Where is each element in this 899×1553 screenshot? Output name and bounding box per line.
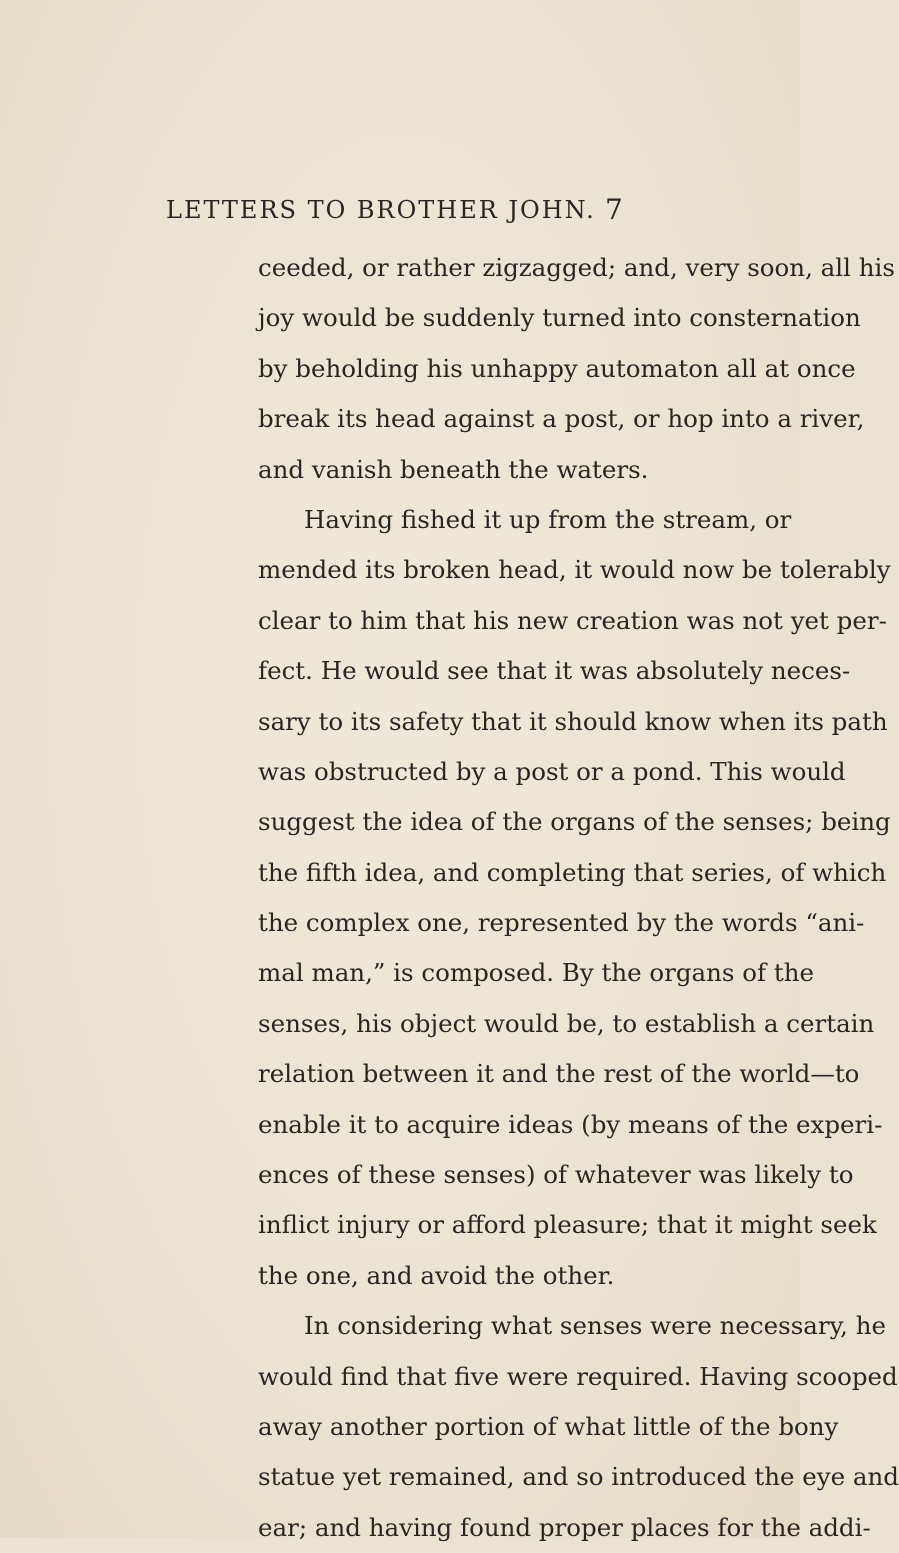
text-line: fect. He would see that it was absolutely neces- [258,656,851,686]
text-line: ear; and having found proper places for the addi- [258,1512,871,1542]
text-line: by beholding his unhappy automaton all at once [258,353,856,383]
paragraph-start-line: Having fished it up from the stream, or [304,504,792,534]
text-line: sary to its safety that it should know when its path [258,706,888,736]
text-line: statue yet remained, and so introduced the eye and [258,1462,899,1492]
text-line: clear to him that his new creation was not yet per- [258,605,887,635]
running-title: LETTERS TO BROTHER JOHN. [166,196,596,224]
text-line: would find that five were required. Having scooped [258,1361,898,1391]
text-line: enable it to acquire ideas (by means of the experi- [258,1109,883,1139]
text-line: suggest the idea of the organs of the senses; being [258,807,891,837]
text-line: relation between it and the rest of the world—to [258,1059,860,1089]
body-text [258,243,899,1553]
text-line: ences of these senses) of whatever was likely to [258,1160,854,1190]
text-line: senses, his object would be, to establish a certain [258,1008,875,1038]
running-head [0,190,800,230]
text-line: inflict injury or afford pleasure; that it might seek [258,1210,877,1240]
text-line: and vanish beneath the waters. [258,454,649,484]
text-line: away another portion of what little of the bony [258,1411,839,1441]
text-line: mal man,” is composed. By the organs of the [258,958,815,988]
page-number: 7 [605,193,623,226]
text-line: was obstructed by a post or a pond. This would [258,756,846,786]
text-line: the fifth idea, and completing that series, of which [258,857,887,887]
text-line: the complex one, represented by the words “ani- [258,908,865,938]
text-line: mended its broken head, it would now be tolerably [258,555,891,585]
paragraph-start-line: In considering what senses were necessary, he [304,1311,887,1341]
text-line: ceeded, or rather zigzagged; and, very soon, all his [258,253,895,282]
text-line: joy would be suddenly turned into consternation [258,303,861,333]
text-line: break its head against a post, or hop into a river, [258,404,865,434]
text-line: the one, and avoid the other. [258,1260,615,1290]
